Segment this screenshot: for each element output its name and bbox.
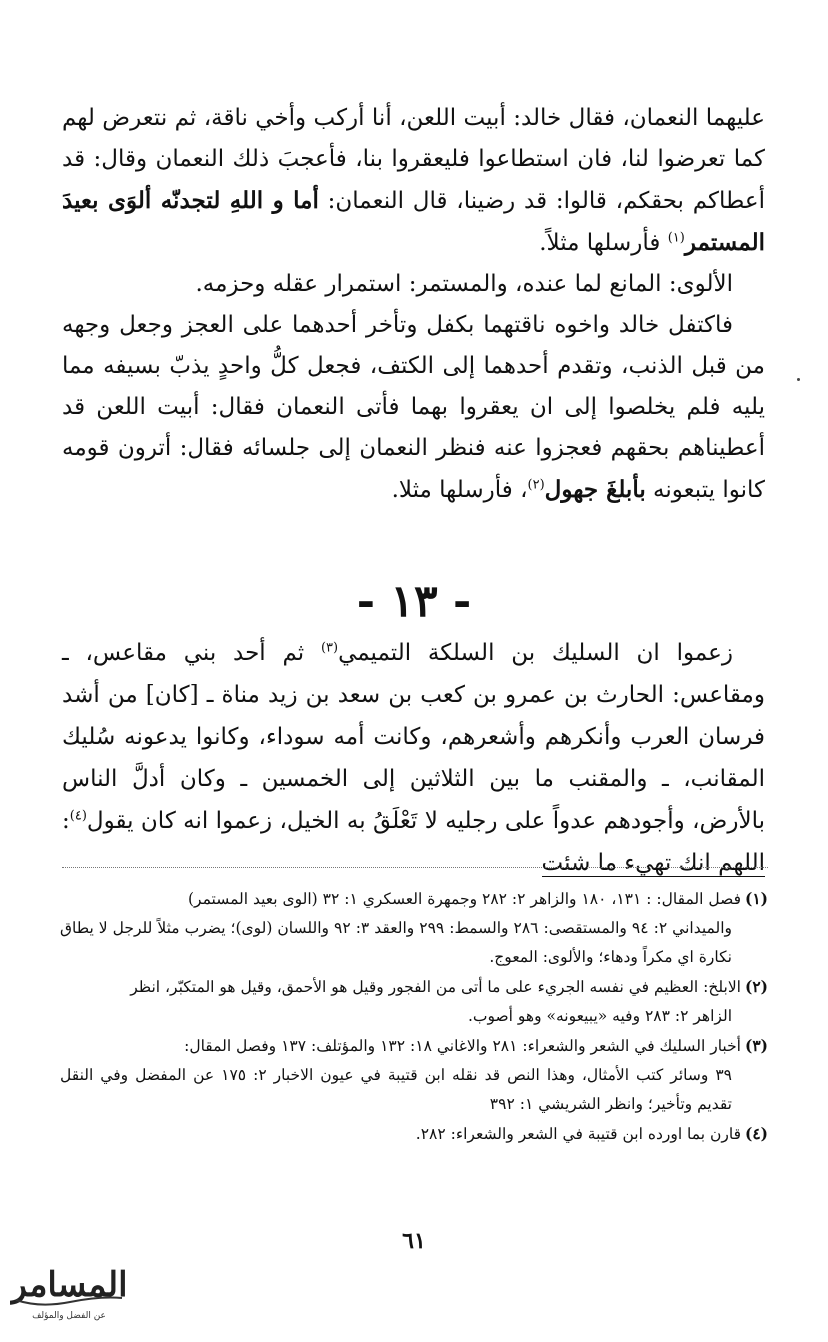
footnote-divider — [62, 867, 768, 868]
paragraph-3-text-3: : — [62, 808, 70, 834]
logo-sub-text: عن الفضل والمؤلف — [32, 1311, 106, 1321]
footnote-continuation: والميداني ٢: ٩٤ والمستقصى: ٢٨٦ والسمط: ٢٩٩ والعقد ٣: ٩٢ واللسان (لوى)؛ يضرب مثلاً للرجل لا يطاق نكارة اي مكراً ودهاء؛ والألوى: المعوج. — [60, 919, 732, 966]
paragraph-1-text: عليهما النعمان، فقال خالد: أبيت اللعن، أنا أركب وأخي ناقة، ثم نتعرض لهم كما تعرضوا لنا، فان استطاعوا فليعقروا بنا، فأعجبَ ذلك النعمان وقال: قد أعطاكم بحقكم، قالوا: قد رضينا، قال النعمان: — [62, 105, 765, 214]
footnote-text: قارن بما اورده ابن قتيبة في الشعر والشعراء: ٢٨٢. — [415, 1125, 741, 1143]
paragraph-1-end: فأرسلها مثلاً. — [539, 230, 668, 256]
proverb-1: أما و اللهِ لتجدنّه ألوَى بعيدَ المستمر — [62, 187, 765, 256]
footnote-text: فصل المقال: : ١٣١، ١٨٠ والزاهر ٢: ٢٨٢ وجمهرة العسكري ١: ٣٢ (الوى بعيد المستمر) — [188, 890, 741, 908]
footnote-text: أخبار السليك في الشعر والشعراء: ٢٨١ والاغاني ١٨: ١٣٢ والمؤتلف: ١٣٧ وفصل المقال: — [184, 1037, 741, 1055]
publisher-logo — [10, 1252, 128, 1328]
footnote-ref-2[interactable]: (٢) — [527, 477, 545, 493]
footnote-2 — [60, 972, 768, 1031]
page-number: ٦١ — [402, 1228, 426, 1254]
footnote-text: الابلخ: العظيم في نفسه الجريء على ما أتى من الفجور وقيل هو الأحمق، وقيل هو المتكبّر، انظر — [130, 978, 741, 996]
footnote-number: (٢) — [744, 977, 768, 996]
margin-dot — [797, 378, 800, 381]
footnote-3 — [60, 1031, 768, 1119]
logo-main-text: المسامر — [10, 1265, 128, 1305]
footnote-number: (٤) — [744, 1124, 768, 1143]
definition-text: الألوى: المانع لما عنده، والمستمر: استمرار عقله وحزمه. — [195, 271, 733, 297]
proverb-2: بأبلغَ جهول — [544, 476, 646, 503]
footnotes — [60, 884, 768, 1149]
paragraph-2 — [62, 305, 765, 511]
paragraph-3-text-2: ثم أحد بني مقاعس، ـ ومقاعس: الحارث بن عمرو بن كعب بن سعد بن زيد مناة ـ [كان] من أشد فرسان العرب وأنكرهم وأشعرهم، وكانت أمه سوداء، وكانوا يدعونه سُليك المقانب، ـ والمقنب ما بين الثلاثين إلى الخمسين ـ وكان أدلَّ الناس بالأرض، وأجودهم عدواً على رجليه لا تَعْلَقُ به الخيل، زعموا انه كان يقول — [62, 640, 765, 834]
definition-paragraph — [62, 264, 765, 305]
paragraph-3-text: زعموا ان السليك بن السلكة التميمي — [338, 640, 733, 666]
footnote-1 — [60, 884, 768, 972]
footnote-ref-4[interactable]: (٤) — [69, 808, 87, 824]
footnote-number: (١) — [744, 889, 768, 908]
footnote-ref-1[interactable]: (١) — [667, 230, 685, 246]
footnote-ref-3[interactable]: (٣) — [320, 640, 339, 656]
underlined-quote: اللهم انك تهيء ما شئت — [541, 850, 765, 876]
paragraph-2-text: فاكتفل خالد واخوه ناقتهما بكفل وتأخر أحدهما على العجز وجعل وجهه من قبل الذنب، وتقدم أحدهما إلى الكتف، فجعل كلُّ واحدٍ يذبّ بسيفه مما يليه فلم يخلصوا إلى ان يعقروا بهما فأتى النعمان فقال: أبيت اللعن قد أعطيناهم بحقهم فعجزوا عنه فنظر النعمان إلى جلسائه فقال: أترون قومه كانوا يتبعونه — [62, 312, 765, 503]
footnote-continuation: ٣٩ وسائر كتب الأمثال، وهذا النص قد نقله ابن قتيبة في عيون الاخبار ٢: ١٧٥ عن المفضل وفي النقل تقديم وتأخير؛ وانظر الشريشي ١: ٣٩٢ — [60, 1066, 732, 1113]
section-heading: - ١٣ - — [356, 576, 472, 627]
footnote-continuation: الزاهر ٢: ٢٨٣ وفيه «يبيعونه» وهو أصوب. — [467, 1007, 732, 1025]
paragraph-2-end: ، فأرسلها مثلا. — [391, 477, 528, 503]
paragraph-1 — [62, 98, 765, 264]
main-text-block — [62, 98, 765, 511]
paragraph-3 — [62, 632, 765, 884]
footnote-number: (٣) — [744, 1036, 768, 1055]
calligraphy-logo-icon — [10, 1252, 128, 1328]
section-text-block — [62, 632, 765, 884]
footnote-4 — [60, 1119, 768, 1149]
